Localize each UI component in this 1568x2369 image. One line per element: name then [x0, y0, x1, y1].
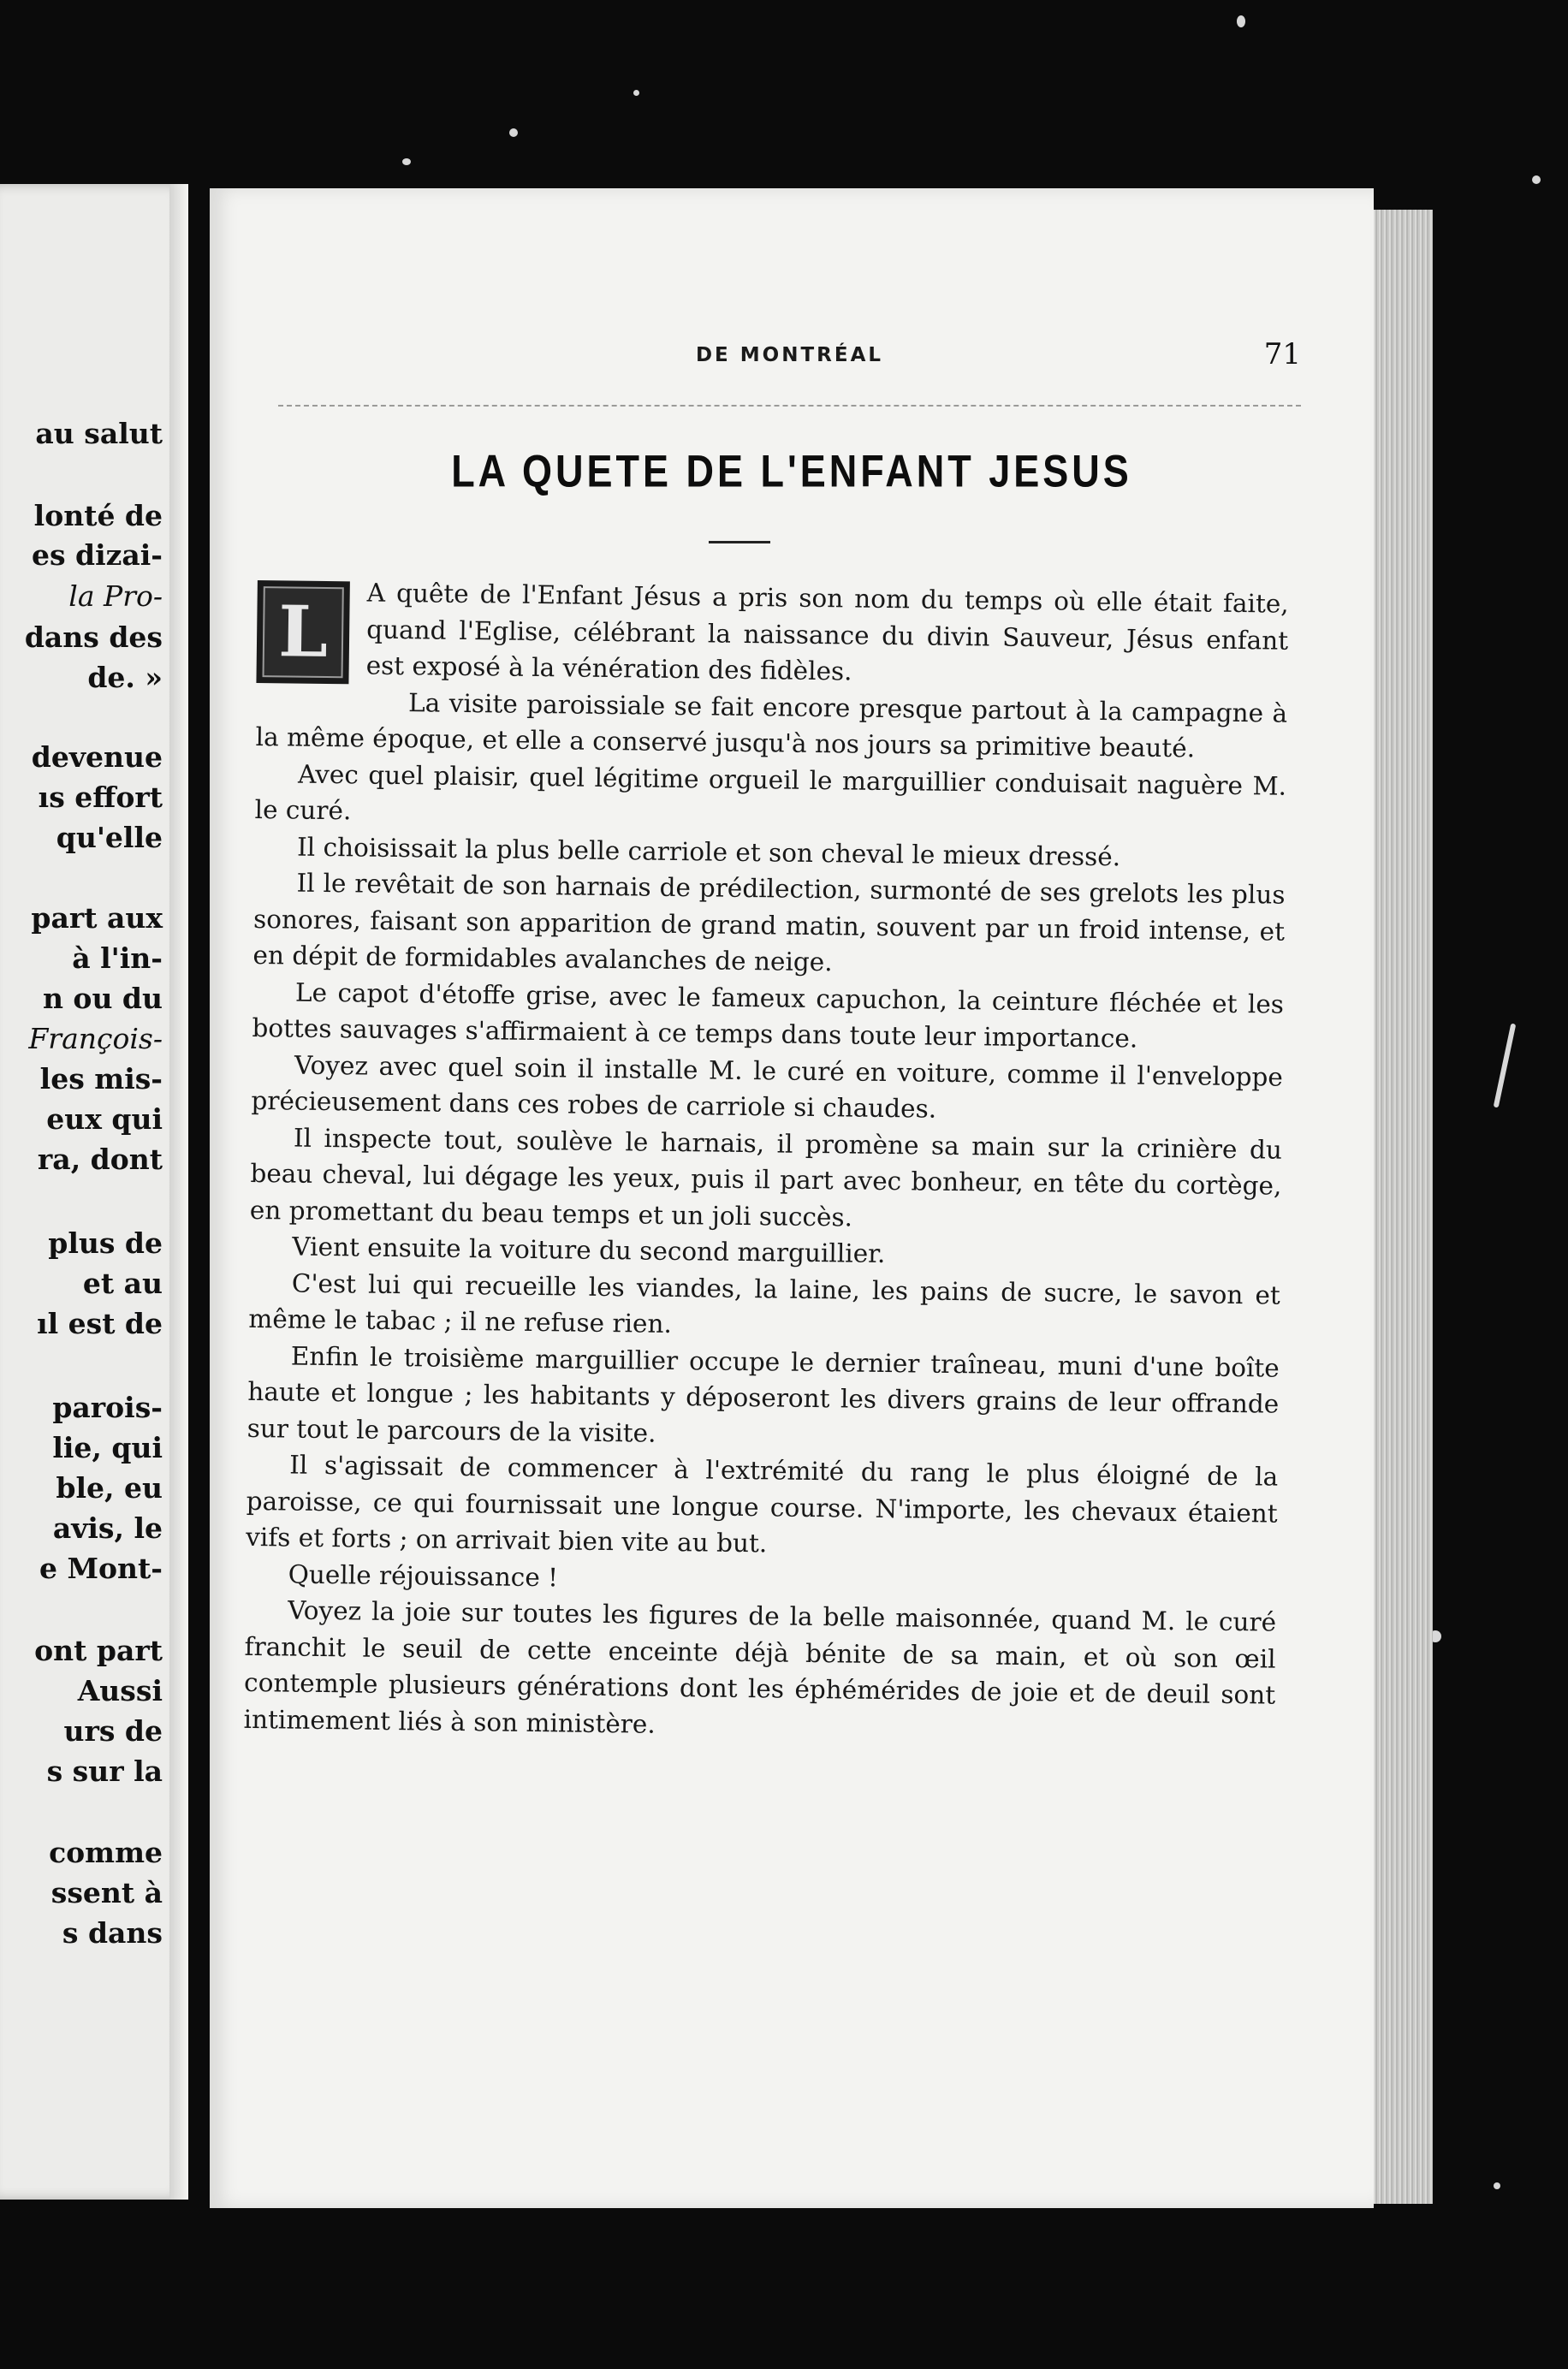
paragraph: C'est lui qui recueille les viandes, la laine, les pains de sucre, le savon et même le tabac ; il ne refuse rien.: [248, 1268, 1280, 1339]
left-page-gutter: [169, 184, 188, 2200]
left-page-line: lie, qui: [52, 1431, 163, 1464]
background-speck: [1494, 1023, 1517, 1107]
paragraph: Avec quel plaisir, quel légitime orgueil le marguillier conduisait naguère M. le curé.: [254, 759, 1287, 826]
left-page-line: de. »: [87, 661, 163, 694]
page-number: 71: [1263, 337, 1301, 371]
left-page-line: es dizai-: [31, 538, 163, 572]
background-speck: [1494, 2182, 1500, 2189]
paragraph: Voyez avec quel soin il installe M. le curé en voiture, comme il l'enveloppe précieusement dans ces robes de carriole si chaudes.: [251, 1050, 1284, 1124]
left-page-line: à l'in-: [72, 941, 163, 975]
left-page-line: Aussi: [77, 1674, 163, 1707]
left-page-line: ssent à: [50, 1876, 163, 1909]
paragraph: Vient ensuite la voiture du second marguillier.: [292, 1232, 886, 1269]
left-page-line: part aux: [31, 901, 163, 935]
paragraph: Enfin le troisième marguillier occupe le dernier traîneau, muni d'une boîte haute et longue ; les habitants y déposeront les divers grains de leur offrande sur tout le parcours de la visite.: [246, 1341, 1280, 1448]
left-page-line: les mis-: [39, 1062, 163, 1095]
left-page-line: comme: [49, 1836, 163, 1869]
left-page-line: ont part: [34, 1634, 163, 1667]
left-page-line: qu'elle: [56, 821, 163, 854]
paragraph: Le capot d'étoffe grise, avec le fameux capuchon, la ceinture fléchée et les bottes sauvages s'affirmaient à ce temps dans toute leur importance.: [252, 977, 1285, 1054]
title-rule: [709, 541, 770, 543]
left-page-line: n ou du: [42, 982, 163, 1015]
left-page-line: s sur la: [46, 1754, 163, 1788]
left-page-line: urs de: [63, 1714, 163, 1748]
main-page: [210, 188, 1374, 2208]
paragraph-text: A quête de l'Enfant Jésus a pris son nom du temps où elle était faite, quand l'Eglise, célébrant la naissance du divin Sauveur, Jésus enfant est exposé à la vénération des fidèles.: [365, 578, 1289, 686]
running-head-title: DE MONTRÉAL: [695, 344, 884, 366]
drop-cap-letter: L: [277, 591, 329, 674]
left-page-line: François-: [28, 1022, 163, 1055]
left-page-line: ıl est de: [37, 1307, 163, 1340]
paragraph: Il le revêtait de son harnais de prédilection, surmonté de ses grelots les plus sonores, faisant son apparition de grand matin, souvent par un froid intense, et en dépit de formidables avalanches de neige.: [252, 868, 1286, 977]
left-page-line: la Pro-: [68, 579, 163, 613]
left-page-line: au salut: [35, 417, 163, 450]
left-page-line: devenue: [31, 740, 163, 774]
left-page-line: e Mont-: [39, 1552, 163, 1585]
left-page-line: ra, dont: [37, 1143, 163, 1176]
paragraph: Voyez la joie sur toutes les figures de la belle maisonnée, quand M. le curé franchit le seuil de cette enceinte déjà bénite de sa main, et où son œil contemple plusieurs générations dont les éphémérides de joie et de deuil sont intimement liés à son ministère.: [243, 1595, 1277, 1739]
background-speck: [1237, 15, 1245, 27]
left-page-line: parois-: [52, 1391, 163, 1424]
left-page-line: dans des: [24, 620, 163, 654]
paragraph: Il inspecte tout, soulève le harnais, il promène sa main sur la crinière du beau cheval, lui dégage les yeux, puis il part avec bonheur, en tête du cortège, en promettant du beau temps et un joli succès.: [249, 1123, 1283, 1232]
running-head: [278, 334, 1301, 377]
left-page-line: s dans: [62, 1916, 163, 1950]
paragraph: Il s'agissait de commencer à l'extrémité du rang le plus éloigné de la paroisse, ce qui fournissait une longue course. N'importe, les chevaux étaient vifs et forts ; on arrivait bien vite au but.: [246, 1450, 1279, 1559]
left-page-line: eux qui: [46, 1102, 163, 1136]
header-rule: [278, 405, 1301, 407]
paragraph: Quelle réjouissance !: [288, 1559, 559, 1592]
ornamental-initial: [256, 580, 349, 684]
left-page: [0, 184, 188, 2200]
left-page-line: avis, le: [52, 1511, 163, 1545]
background-speck: [509, 128, 518, 137]
article-title: LA QUETE DE L'ENFANT JESUS: [451, 445, 1132, 497]
paragraph: Il choisissait la plus belle carriole et son cheval le mieux dressé.: [296, 832, 1121, 871]
ornamental-initial-frame: [263, 586, 344, 678]
left-page-line: ıs effort: [38, 781, 163, 814]
paragraph: La visite paroissiale se fait encore presque partout à la campagne à la même époque, et elle a conservé jusqu'à nos jours sa primitive beauté.: [255, 687, 1288, 763]
paragraph: [256, 573, 1288, 695]
left-page-line: ble, eu: [56, 1471, 163, 1505]
background-speck: [1532, 175, 1541, 184]
article-body: [243, 573, 1289, 1750]
left-page-line: lonté de: [33, 499, 163, 532]
left-page-line: plus de: [48, 1226, 163, 1260]
background-speck: [402, 158, 411, 165]
background-speck: [633, 90, 639, 96]
left-page-line: et au: [82, 1267, 163, 1300]
